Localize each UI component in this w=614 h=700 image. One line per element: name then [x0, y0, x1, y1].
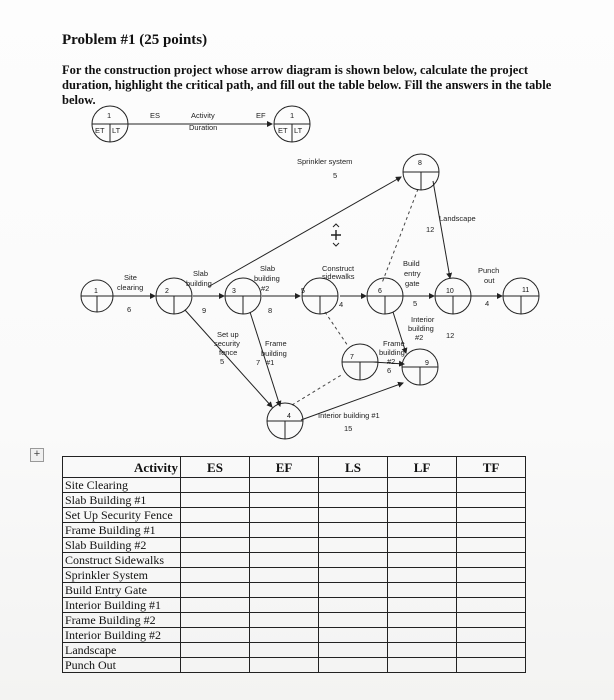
- cell-ls[interactable]: [319, 613, 388, 628]
- label-entry-gate-1: Build: [403, 259, 420, 268]
- dur-punch-out: 4: [485, 299, 490, 308]
- cell-ef[interactable]: [250, 553, 319, 568]
- cell-es[interactable]: [181, 523, 250, 538]
- cell-tf[interactable]: [457, 658, 526, 673]
- cell-es[interactable]: [181, 658, 250, 673]
- cell-lf[interactable]: [388, 643, 457, 658]
- node-9: [402, 349, 438, 385]
- cell-es[interactable]: [181, 598, 250, 613]
- node-10: [435, 278, 471, 314]
- label-frame1-1: Frame: [265, 339, 287, 348]
- arrow-landscape: [433, 181, 450, 278]
- label-fence-1: Set up: [217, 330, 239, 339]
- cell-ls[interactable]: [319, 478, 388, 493]
- dur-sprinkler: 5: [333, 171, 338, 180]
- cell-tf[interactable]: [457, 568, 526, 583]
- row-activity-name: Interior Building #1: [63, 598, 181, 613]
- node-id-11: 11: [522, 287, 530, 294]
- cell-tf[interactable]: [457, 538, 526, 553]
- cell-tf[interactable]: [457, 628, 526, 643]
- dur-slab2: 8: [268, 306, 273, 315]
- cell-tf[interactable]: [457, 493, 526, 508]
- cell-ef[interactable]: [250, 568, 319, 583]
- cell-ef[interactable]: [250, 598, 319, 613]
- node-5: [302, 278, 338, 314]
- row-activity-name: Punch Out: [63, 658, 181, 673]
- node-6: [367, 278, 403, 314]
- cell-ef[interactable]: [250, 538, 319, 553]
- label-frame2-3: #2: [387, 357, 396, 366]
- dummy-arrows: [292, 189, 418, 405]
- node-id-3: 3: [232, 288, 236, 295]
- header-activity: Activity: [63, 457, 181, 478]
- table-move-handle-icon[interactable]: +: [30, 448, 44, 462]
- dur-interior1: 15: [344, 424, 353, 433]
- label-slab2-2: building: [254, 274, 280, 283]
- dummy-4-to-7: [292, 374, 343, 405]
- label-sidewalks-1: Construct: [322, 264, 355, 273]
- cell-ef[interactable]: [250, 658, 319, 673]
- row-activity-name: Construct Sidewalks: [63, 553, 181, 568]
- table-row: [63, 613, 526, 628]
- node-id-6: 6: [378, 288, 382, 295]
- dur-sidewalks: 4: [339, 300, 344, 309]
- table-row: [63, 553, 526, 568]
- cell-ef[interactable]: [250, 643, 319, 658]
- table-row: [63, 643, 526, 658]
- cell-ef[interactable]: [250, 628, 319, 643]
- cell-lf[interactable]: [388, 553, 457, 568]
- row-activity-name: Slab Building #1: [63, 493, 181, 508]
- label-frame2-1: Frame: [383, 339, 405, 348]
- row-activity-name: Set Up Security Fence: [63, 508, 181, 523]
- cell-ls[interactable]: [319, 493, 388, 508]
- problem-instructions: For the construction project whose arrow diagram is shown below, calculate the project duration, highlight the critical path, and fill out the table below. Fill the answers in the table below.: [62, 63, 552, 107]
- node-id-9: 9: [425, 360, 429, 367]
- cell-ls[interactable]: [319, 583, 388, 598]
- cell-lf[interactable]: [388, 508, 457, 523]
- cell-es[interactable]: [181, 508, 250, 523]
- label-interior2-1: Interior: [411, 315, 435, 324]
- cell-es[interactable]: [181, 643, 250, 658]
- label-entry-gate-2: entry: [404, 269, 421, 278]
- cell-tf[interactable]: [457, 613, 526, 628]
- cell-ls[interactable]: [319, 553, 388, 568]
- cell-ls[interactable]: [319, 628, 388, 643]
- legend-duration: Duration: [189, 123, 218, 132]
- dur-slab1: 9: [202, 306, 207, 315]
- node-id-8: 8: [418, 160, 422, 167]
- label-landscape: Landscape: [439, 214, 476, 223]
- header-tf: TF: [457, 457, 526, 478]
- header-ef: EF: [250, 457, 319, 478]
- row-activity-name: Slab Building #2: [63, 538, 181, 553]
- header-es: ES: [181, 457, 250, 478]
- cell-ef[interactable]: [250, 583, 319, 598]
- legend-et-left: ET: [95, 126, 105, 135]
- answer-table: [62, 456, 526, 673]
- label-site-clearing-1: Site: [124, 273, 137, 282]
- cell-tf[interactable]: [457, 598, 526, 613]
- label-slab2-3: #2: [261, 284, 270, 293]
- cell-es[interactable]: [181, 538, 250, 553]
- node-3: [225, 278, 261, 314]
- legend-ef: EF: [256, 111, 266, 120]
- header-lf: LF: [388, 457, 457, 478]
- label-frame1-3: #1: [266, 358, 275, 367]
- cell-ef[interactable]: [250, 493, 319, 508]
- label-slab1-2: building: [186, 279, 212, 288]
- cell-ls[interactable]: [319, 658, 388, 673]
- table-row: [63, 508, 526, 523]
- label-frame1-2: building: [261, 349, 287, 358]
- dur-landscape: 12: [426, 225, 435, 234]
- table-row: [63, 583, 526, 598]
- dur-interior2: 12: [446, 331, 455, 340]
- cell-ef[interactable]: [250, 478, 319, 493]
- label-interior2-3: #2: [415, 333, 424, 342]
- label-sidewalks-2: sidewalks: [322, 272, 355, 281]
- cell-lf[interactable]: [388, 478, 457, 493]
- label-frame2-2: building: [379, 348, 405, 357]
- dur-site-clearing: 6: [127, 305, 132, 314]
- node-id-10: 10: [446, 288, 454, 295]
- node-id-4: 4: [287, 413, 291, 420]
- cell-lf[interactable]: [388, 538, 457, 553]
- table-row: [63, 493, 526, 508]
- cell-tf[interactable]: [457, 523, 526, 538]
- cell-es[interactable]: [181, 583, 250, 598]
- label-punch-out-1: Punch: [478, 266, 500, 275]
- label-slab1-1: Slab: [193, 269, 209, 278]
- dur-frame1: 7: [256, 358, 261, 367]
- label-punch-out-2: out: [484, 276, 495, 285]
- table-row: [63, 658, 526, 673]
- cell-lf[interactable]: [388, 628, 457, 643]
- cell-lf[interactable]: [388, 583, 457, 598]
- row-activity-name: Frame Building #1: [63, 523, 181, 538]
- legend-lt-right: LT: [294, 126, 303, 135]
- table-row: [63, 598, 526, 613]
- cell-ls[interactable]: [319, 598, 388, 613]
- label-site-clearing-2: clearing: [117, 283, 144, 292]
- dummy-5-to-7: [325, 312, 348, 346]
- dur-entry-gate: 5: [413, 299, 418, 308]
- label-fence-3: fence: [219, 348, 238, 357]
- node-11: [503, 278, 539, 314]
- node-ids: [94, 160, 529, 420]
- table-row: [63, 568, 526, 583]
- table-header-row: [63, 457, 526, 478]
- row-activity-name: Frame Building #2: [63, 613, 181, 628]
- activity-labels: [117, 157, 499, 433]
- cell-lf[interactable]: [388, 523, 457, 538]
- row-activity-name: Site Clearing: [63, 478, 181, 493]
- cell-es[interactable]: [181, 553, 250, 568]
- dur-fence: 5: [220, 357, 225, 366]
- cell-ls[interactable]: [319, 643, 388, 658]
- cell-lf[interactable]: [388, 598, 457, 613]
- label-interior1: Interior building #1: [318, 411, 380, 420]
- arrow-sprinkler-system: [208, 177, 401, 287]
- cell-ef[interactable]: [250, 523, 319, 538]
- node-id-2: 2: [165, 288, 169, 295]
- row-activity-name: Interior Building #2: [63, 628, 181, 643]
- cell-ef[interactable]: [250, 613, 319, 628]
- label-sprinkler: Sprinkler system: [297, 157, 353, 166]
- cell-tf[interactable]: [457, 508, 526, 523]
- cell-es[interactable]: [181, 478, 250, 493]
- legend-lt-left: LT: [112, 126, 121, 135]
- node-7: [342, 344, 378, 380]
- table-row: [63, 478, 526, 493]
- node-id-5: 5: [301, 288, 305, 295]
- table-row: [63, 628, 526, 643]
- arrow-frame-building-1: [250, 312, 280, 406]
- row-activity-name: Build Entry Gate: [63, 583, 181, 598]
- label-interior2-2: building: [408, 324, 434, 333]
- legend-activity: Activity: [191, 111, 215, 120]
- cell-tf[interactable]: [457, 553, 526, 568]
- node-id-7: 7: [350, 354, 354, 361]
- legend-et-right: ET: [278, 126, 288, 135]
- cell-es[interactable]: [181, 493, 250, 508]
- cell-es[interactable]: [181, 568, 250, 583]
- legend-es: ES: [150, 111, 161, 120]
- cell-lf[interactable]: [388, 613, 457, 628]
- table-row: [63, 538, 526, 553]
- cell-ls[interactable]: [319, 568, 388, 583]
- cell-ef[interactable]: [250, 508, 319, 523]
- cell-tf[interactable]: [457, 478, 526, 493]
- cell-ls[interactable]: [319, 538, 388, 553]
- problem-title: Problem #1 (25 points): [62, 32, 208, 48]
- dur-frame2: 6: [387, 366, 392, 375]
- row-activity-name: Sprinkler System: [63, 568, 181, 583]
- legend-left-id: 1: [107, 111, 112, 120]
- label-entry-gate-3: gate: [405, 279, 420, 288]
- cell-es[interactable]: [181, 613, 250, 628]
- cell-tf[interactable]: [457, 583, 526, 598]
- cell-es[interactable]: [181, 628, 250, 643]
- label-slab2-1: Slab: [260, 264, 276, 273]
- cell-tf[interactable]: [457, 643, 526, 658]
- cell-lf[interactable]: [388, 493, 457, 508]
- node-4: [267, 403, 303, 439]
- row-activity-name: Landscape: [63, 643, 181, 658]
- label-fence-2: security: [214, 339, 240, 348]
- cell-lf[interactable]: [388, 658, 457, 673]
- table-row: [63, 523, 526, 538]
- legend-right-id: 1: [290, 111, 295, 120]
- cursor-icon: [331, 224, 341, 246]
- cell-ls[interactable]: [319, 523, 388, 538]
- header-ls: LS: [319, 457, 388, 478]
- node-id-1: 1: [94, 288, 98, 295]
- legend: [92, 106, 310, 142]
- cell-lf[interactable]: [388, 568, 457, 583]
- cell-ls[interactable]: [319, 508, 388, 523]
- node-1: [81, 280, 113, 312]
